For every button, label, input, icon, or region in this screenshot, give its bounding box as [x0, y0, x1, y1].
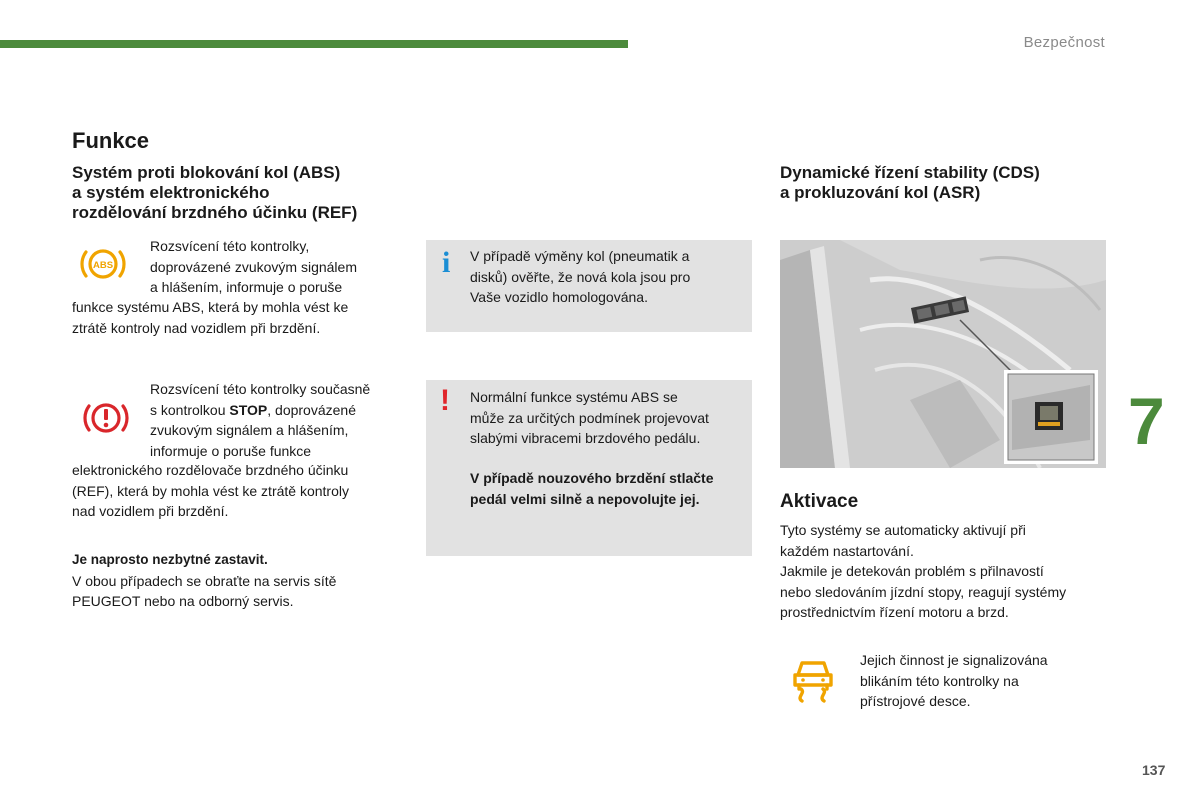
info-note-box	[426, 240, 752, 332]
abs-warning-text-top: Rozsvícení této kontrolky, doprovázené zvukovým signálem a hlášením, informuje o poruše	[150, 238, 357, 295]
header-green-bar	[0, 40, 628, 48]
esp-warning-text: Jejich činnost je signalizována blikáním této kontrolky na přístrojové desce.	[860, 652, 1048, 709]
esp-skid-icon	[790, 655, 836, 705]
aktivace-title: Aktivace	[780, 491, 859, 512]
info-icon: i	[442, 246, 451, 279]
aktivace-text: Tyto systémy se automaticky aktivují při každém nastartování. Jakmile je detekován problém s přilnavostí nebo sledováním jízdní stopy, reagují systémy prostřednictvím řízení motoru a brzd.	[780, 522, 1067, 620]
cds-heading: Dynamické řízení stability (CDS) a prokluzování kol (ASR)	[780, 163, 1040, 202]
brake-warning-stop-line: s kontrolkou STOP, doprovázené	[150, 401, 356, 418]
warning-note-box	[426, 380, 752, 556]
abs-warning-icon	[78, 242, 128, 286]
warning-note-text: Normální funkce systému ABS se může za určitých podmínek projevovat slabými vibracemi brzdového pedálu.	[470, 389, 709, 446]
brake-warning-text-bottom: elektronického rozdělovače brzdného účinku (REF), která by mohla vést ke ztrátě kontroly nad vozidlem při brzdění.	[72, 462, 349, 519]
exclamation-icon: !	[440, 384, 450, 417]
section-title: Bezpečnost	[1023, 34, 1105, 51]
stop-instruction: Je naprosto nezbytné zastavit. V obou případech se obraťte na servis sítě PEUGEOT nebo na odborný servis.	[72, 552, 337, 609]
stop-word: STOP	[229, 401, 268, 418]
abs-warning-text-bottom: funkce systému ABS, která by mohla vést ke ztrátě kontroly nad vozidlem při brzdění.	[72, 299, 349, 336]
abs-icon-label: ABS	[92, 260, 114, 271]
page-number: 137	[1142, 762, 1166, 778]
info-note-text: V případě výměny kol (pneumatik a disků) ověřte, že nová kola jsou pro Vaše vozidlo homologována.	[470, 248, 691, 305]
dashboard-switch-photo	[780, 240, 1106, 468]
warning-note-bold-text: V případě nouzového brzdění stlačte pedál velmi silně a nepovolujte jej.	[470, 470, 714, 507]
page-title: Funkce	[72, 128, 150, 153]
brake-warning-text-top: Rozsvícení této kontrolky současně s kontrolkou STOP, doprovázené zvukovým signálem a hlášením, informuje o poruše funkce	[150, 379, 410, 461]
brake-warning-icon	[81, 396, 131, 440]
abs-heading: Systém proti blokování kol (ABS) a systém elektronického rozdělování brzdného účinku (REF)	[72, 163, 358, 222]
chapter-number: 7	[1128, 384, 1165, 458]
